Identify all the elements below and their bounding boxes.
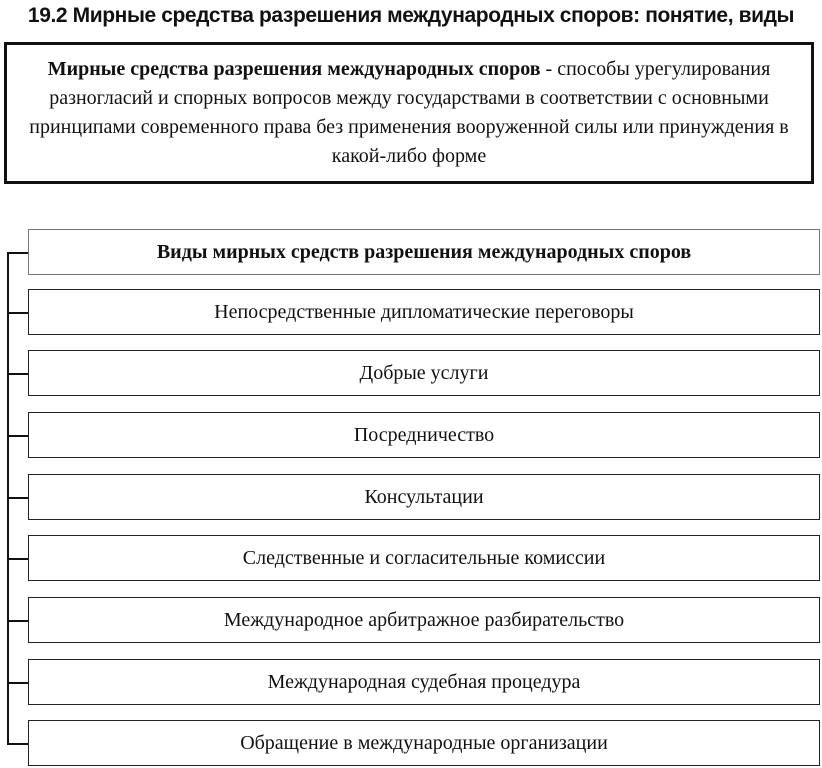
type-box (28, 535, 820, 581)
definition-body: - способы урегулирования разногласий и спорных вопросов между государствами в соответствии с основными принципами современного права без применения вооруженной силы или принуждения в какой-либо форме (29, 58, 789, 167)
type-label: Консультации (364, 485, 484, 508)
connector-tick (7, 435, 28, 437)
type-box (28, 659, 820, 705)
definition-box (4, 42, 814, 184)
type-label: Международное арбитражное разбирательство (223, 608, 625, 631)
connector-tick (7, 682, 28, 684)
type-label: Обращение в международные организации (240, 731, 608, 754)
type-label: Международная судебная процедура (267, 670, 581, 693)
types-header: Виды мирных средств разрешения международных споров (156, 240, 692, 263)
type-box (28, 289, 820, 335)
type-label: Следственные и согласительные комиссии (242, 546, 606, 569)
type-label: Непосредственные дипломатические переговоры (214, 300, 634, 323)
type-box (28, 720, 820, 766)
type-box (28, 597, 820, 643)
type-box (28, 474, 820, 520)
type-box (28, 350, 820, 396)
type-label: Посредничество (353, 423, 495, 446)
connector-tick-header (7, 252, 28, 254)
connector-tick (7, 312, 28, 314)
connector-tick (7, 373, 28, 375)
type-box (28, 412, 820, 458)
connector-tick (7, 743, 28, 745)
connector-tick (7, 620, 28, 622)
types-header-box (28, 229, 820, 275)
connector-tick (7, 497, 28, 499)
type-label: Добрые услуги (359, 361, 489, 384)
page-title: 19.2 Мирные средства разрешения международных споров: понятие, виды (27, 4, 795, 27)
connector-tick (7, 558, 28, 560)
definition-term: Мирные средства разрешения международных споров (47, 58, 541, 80)
definition-text (17, 55, 801, 171)
